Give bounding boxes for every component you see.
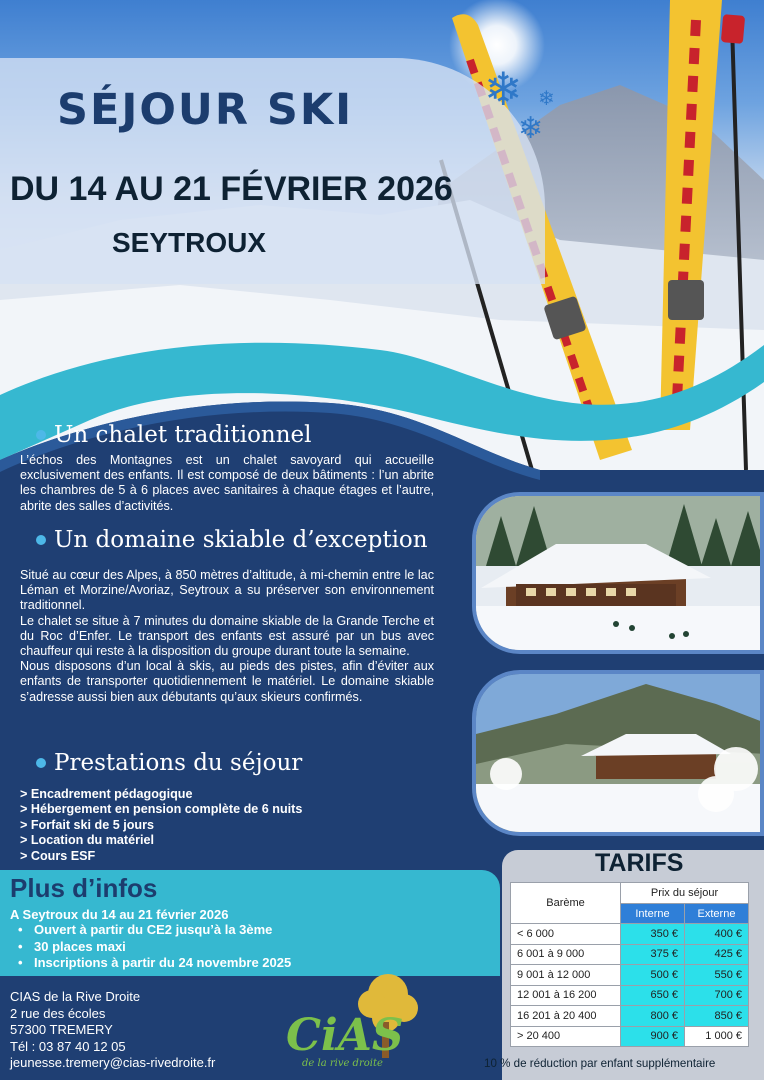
list-item: > Location du matériel [20, 833, 155, 848]
bullet-dot-icon [36, 535, 46, 545]
externe-cell: 425 € [685, 944, 749, 965]
externe-cell: 400 € [685, 924, 749, 945]
column-header-interne: Interne [621, 904, 685, 924]
phone-number: Tél : 03 87 40 12 05 [10, 1038, 126, 1054]
tarifs-title: TARIFS [595, 849, 684, 877]
village-photo [472, 670, 764, 836]
interne-cell: 650 € [621, 985, 685, 1006]
org-name: CIAS de la Rive Droite [10, 989, 141, 1004]
infos-list [34, 922, 291, 972]
column-header-externe: Externe [685, 904, 749, 924]
table-row [511, 1026, 749, 1047]
interne-cell: 500 € [621, 965, 685, 986]
chalet-photo [472, 492, 764, 654]
section-heading-prestations: Prestations du séjour [36, 750, 302, 776]
domaine-description [20, 568, 434, 705]
externe-cell: 1 000 € [685, 1026, 749, 1047]
section-heading-chalet: Un chalet traditionnel [36, 422, 312, 448]
chalet-description [20, 453, 434, 514]
snowflake-icon: ❄ [538, 86, 555, 110]
snowflake-icon: ❄ [518, 111, 544, 146]
table-row [511, 965, 749, 986]
bareme-cell: > 20 400 [511, 1026, 621, 1047]
snowflake-icon: ❄ [484, 62, 523, 116]
externe-cell: 850 € [685, 1006, 749, 1027]
bareme-cell: 6 001 à 9 000 [511, 944, 621, 965]
tarifs-table [510, 882, 749, 1047]
logo-text: CiAS [286, 1010, 404, 1061]
bullet-dot-icon [36, 758, 46, 768]
table-row [511, 944, 749, 965]
address-street: 2 rue des écoles [10, 1005, 106, 1021]
list-item: > Cours ESF [20, 848, 96, 863]
interne-cell: 375 € [621, 944, 685, 965]
interne-cell: 350 € [621, 924, 685, 945]
table-row [511, 985, 749, 1006]
bullet-dot-icon [36, 430, 46, 440]
list-item: > Hébergement en pension complète de 6 nuits [20, 802, 303, 817]
interne-cell: 800 € [621, 1006, 685, 1027]
paragraph: Nous disposons d’un local à skis, au pieds des pistes, afin d’éviter aux enfants de transporter quotidiennement le matériel. Le domaine skiable s’adresse aussi bien aux débutants qu’aux skieurs confirmés. [20, 659, 434, 704]
address-city: 57300 TREMERY [10, 1022, 113, 1038]
table-row [511, 924, 749, 945]
infos-title: Plus d’infos [10, 873, 158, 903]
bareme-cell: 12 001 à 16 200 [511, 985, 621, 1006]
paragraph: Situé au cœur des Alpes, à 850 mètres d’altitude, à mi-chemin entre le lac Léman et Morzine/Avoriaz, Seytroux a su préserver son environnement traditionnel. [20, 568, 434, 613]
list-item: > Forfait ski de 5 jours [20, 817, 155, 832]
stay-dates: DU 14 AU 21 FÉVRIER 2026 [10, 170, 453, 208]
infos-subtitle: A Seytroux du 14 au 21 février 2026 [10, 907, 229, 922]
email-link[interactable]: jeunesse.tremery@cias-rivedroite.fr [10, 1055, 216, 1071]
page-title: SÉJOUR SKI [57, 85, 354, 135]
externe-cell: 550 € [685, 965, 749, 986]
list-item: • Inscriptions à partir du 24 novembre 2025 [34, 955, 291, 972]
externe-cell: 700 € [685, 985, 749, 1006]
section-heading-domaine: Un domaine skiable d’exception [36, 527, 428, 553]
table-row [511, 1006, 749, 1027]
bareme-cell: 16 201 à 20 400 [511, 1006, 621, 1027]
column-header-prix: Prix du séjour [621, 883, 749, 904]
column-header-bareme: Barème [511, 883, 621, 924]
bareme-cell: < 6 000 [511, 924, 621, 945]
bareme-cell: 9 001 à 12 000 [511, 965, 621, 986]
paragraph: L’échos des Montagnes est un chalet savoyard qui accueille exclusivement des enfants. Il est composé de deux bâtiments : l’un abrite les chambres de 5 à 6 places avec sanitaires à chaque étages et l’autre, abrite des salles d’activités. [20, 453, 434, 513]
stay-location: SEYTROUX [112, 227, 267, 258]
paragraph: Le chalet se situe à 7 minutes du domaine skiable de la Grande Terche et du Roc d’Enfer. Le transport des enfants est assuré par un bus avec chauffeur qui reste à la disposition du groupe durant toute la semaine. [20, 613, 434, 659]
list-item: • 30 places maxi [34, 939, 291, 956]
list-item: • Ouvert à partir du CE2 jusqu’à la 3ème [34, 922, 291, 939]
cias-logo [276, 966, 426, 1078]
discount-note: 10 % de réduction par enfant supplémentaire [484, 1057, 716, 1070]
contact-block [10, 989, 215, 1072]
logo-tagline: de la rive droite [302, 1058, 383, 1069]
list-item: > Encadrement pédagogique [20, 787, 193, 801]
prestations-list [20, 787, 302, 864]
interne-cell: 900 € [621, 1026, 685, 1047]
